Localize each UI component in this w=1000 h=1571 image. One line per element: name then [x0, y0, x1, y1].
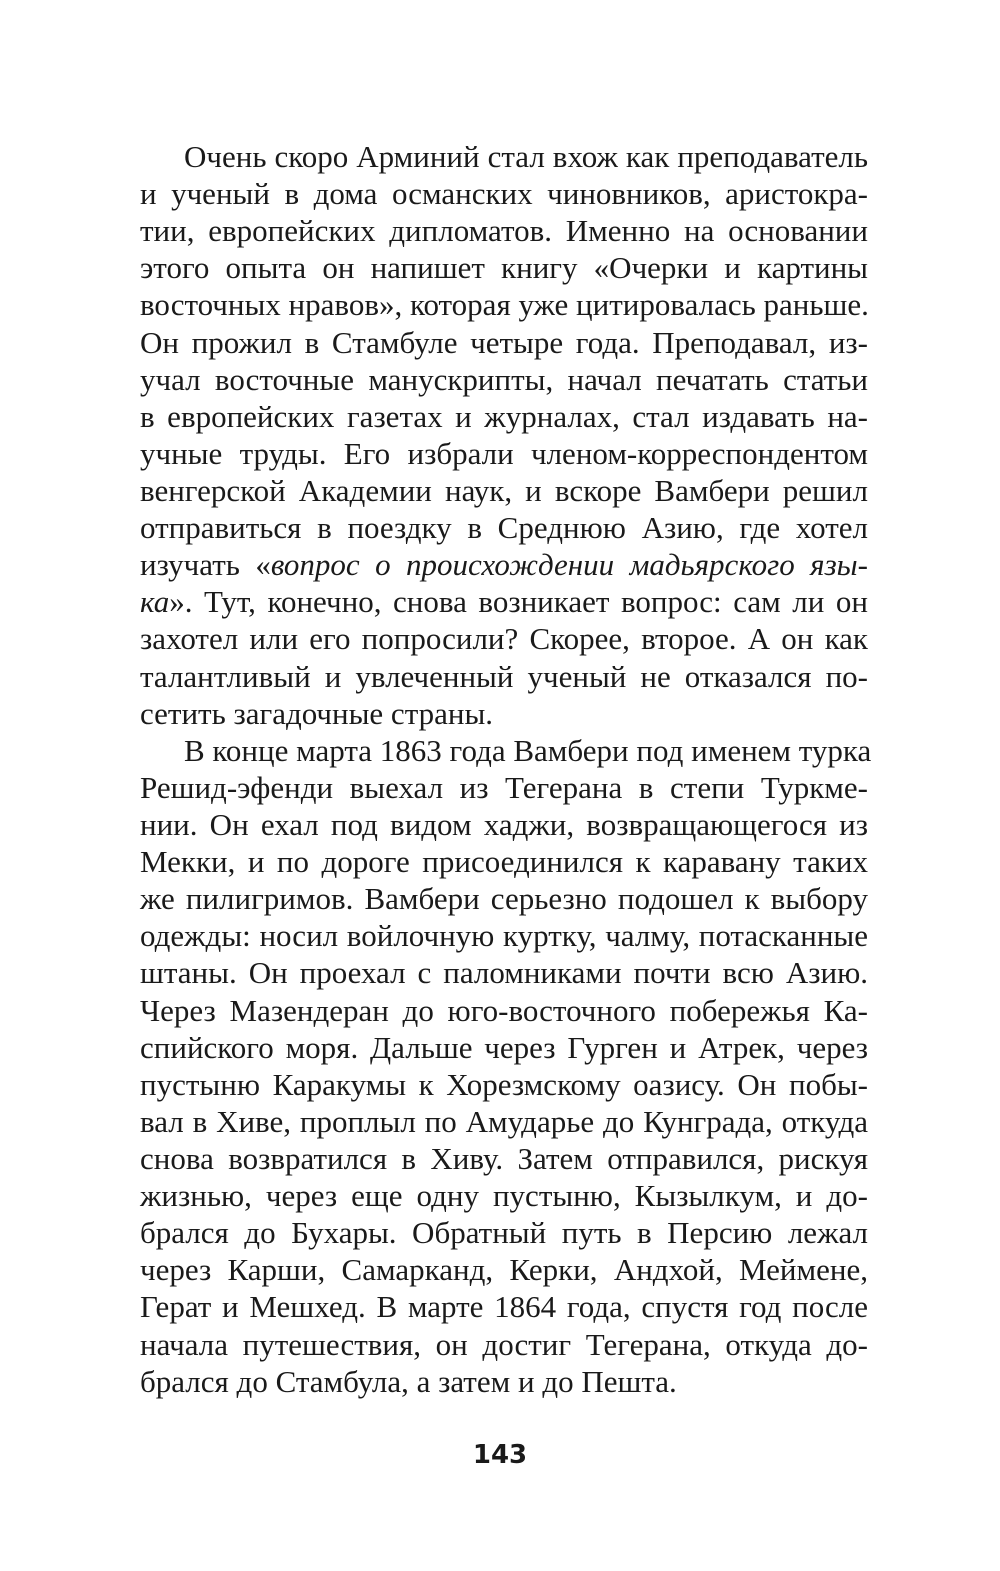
text-line	[140, 546, 868, 583]
text-segment: жизнью, через еще одну пустыню, Кызылкум, и до-	[140, 1178, 868, 1214]
text-segment: Очень скоро Арминий стал вхож как преподаватель	[184, 139, 868, 174]
text-line	[140, 1029, 868, 1066]
text-line	[140, 1363, 868, 1400]
text-segment: Решид-эфенди выехал из Тегерана в степи Туркме-	[140, 769, 868, 805]
text-line	[140, 695, 868, 732]
text-segment: Он прожил в Стамбуле четыре года. Преподавал, из-	[140, 324, 868, 360]
text-line	[140, 843, 868, 880]
text-segment: штаны. Он проехал с паломниками почти всю Азию.	[140, 955, 868, 991]
text-line	[140, 175, 868, 212]
text-segment: и ученый в дома османских чиновников, аристокра-	[140, 176, 868, 212]
text-line	[140, 1177, 868, 1214]
text-line	[140, 620, 868, 657]
text-line	[140, 509, 868, 546]
text-line	[140, 732, 872, 769]
text-segment: в европейских газетах и журналах, стал издавать на-	[140, 398, 868, 434]
italic-text: вопрос о происхождении мадьярского язы-	[270, 547, 868, 583]
text-line	[140, 1251, 868, 1288]
text-line	[140, 398, 868, 435]
text-segment: захотел или его попросили? Скорее, второе. А он как	[140, 621, 868, 657]
text-segment: вал в Хиве, проплыл по Амударье до Кунграда, откуда	[140, 1103, 868, 1139]
text-segment: венгерской Академии наук, и вскоре Вамбери решил	[140, 472, 868, 508]
text-segment: учал восточные манускрипты, начал печатать статьи	[140, 361, 868, 397]
text-line	[140, 769, 868, 806]
text-line	[140, 249, 868, 286]
text-line	[140, 583, 868, 620]
text-segment: спийского моря. Дальше через Гурген и Атрек, через	[140, 1029, 868, 1065]
text-segment: же пилигримов. Вамбери серьезно подошел к выбору	[140, 881, 868, 917]
text-segment: брался до Стамбула, а затем и до Пешта.	[140, 1363, 677, 1399]
text-line	[140, 435, 868, 472]
text-segment: Через Мазендеран до юго-восточного побережья Ка-	[140, 992, 868, 1028]
text-line	[140, 1066, 868, 1103]
text-segment: пустыню Каракумы к Хорезмскому оазису. Он побы-	[140, 1066, 868, 1102]
text-segment: этого опыта он напишет книгу «Очерки и картины	[140, 250, 868, 286]
text-segment: тии, европейских дипломатов. Именно на основании	[140, 213, 868, 249]
text-line	[140, 917, 868, 954]
text-line	[140, 324, 868, 361]
text-segment: нии. Он ехал под видом хаджи, возвращающегося из	[140, 806, 868, 842]
text-line	[140, 1103, 868, 1140]
text-segment: учные труды. Его избрали членом-корреспондентом	[140, 435, 868, 471]
body-text	[140, 138, 872, 1400]
text-line	[140, 472, 868, 509]
italic-text: ка	[140, 584, 170, 620]
text-line	[140, 212, 868, 249]
text-segment: снова возвратился в Хиву. Затем отправился, рискуя	[140, 1140, 868, 1176]
text-line	[140, 1288, 868, 1325]
text-line	[140, 1214, 868, 1251]
text-segment: Герат и Мешхед. В марте 1864 года, спустя год после	[140, 1289, 868, 1325]
text-line	[140, 806, 868, 843]
text-segment: сетить загадочные страны.	[140, 695, 494, 731]
text-segment: изучать «	[140, 547, 271, 583]
text-segment: Мекки, и по дороге присоединился к каравану таких	[140, 844, 868, 880]
text-segment: В конце марта 1863 года Вамбери под именем турка	[184, 732, 872, 768]
paragraph	[140, 732, 872, 1400]
text-segment: через Карши, Самарканд, Керки, Андхой, Меймене,	[140, 1252, 868, 1288]
text-segment: одежды: носил войлочную куртку, чалму, потасканные	[140, 918, 868, 954]
page-number: 143	[472, 1440, 528, 1470]
paragraph	[140, 138, 868, 732]
text-line	[140, 361, 868, 398]
text-line	[140, 286, 868, 323]
text-segment: ». Тут, конечно, снова возникает вопрос: сам ли он	[169, 584, 868, 620]
text-line	[140, 880, 868, 917]
text-segment: талантливый и увлеченный ученый не отказался по-	[140, 658, 868, 694]
text-line	[140, 1140, 868, 1177]
text-line	[140, 1326, 868, 1363]
text-line	[140, 138, 868, 175]
text-segment: начала путешествия, он достиг Тегерана, откуда до-	[140, 1326, 868, 1362]
text-line	[140, 992, 868, 1029]
text-segment: брался до Бухары. Обратный путь в Персию лежал	[140, 1215, 868, 1251]
text-line	[140, 954, 868, 991]
text-segment: отправиться в поездку в Среднюю Азию, где хотел	[140, 510, 868, 546]
text-line	[140, 658, 868, 695]
text-segment: восточных нравов», которая уже цитировалась раньше.	[140, 287, 869, 323]
